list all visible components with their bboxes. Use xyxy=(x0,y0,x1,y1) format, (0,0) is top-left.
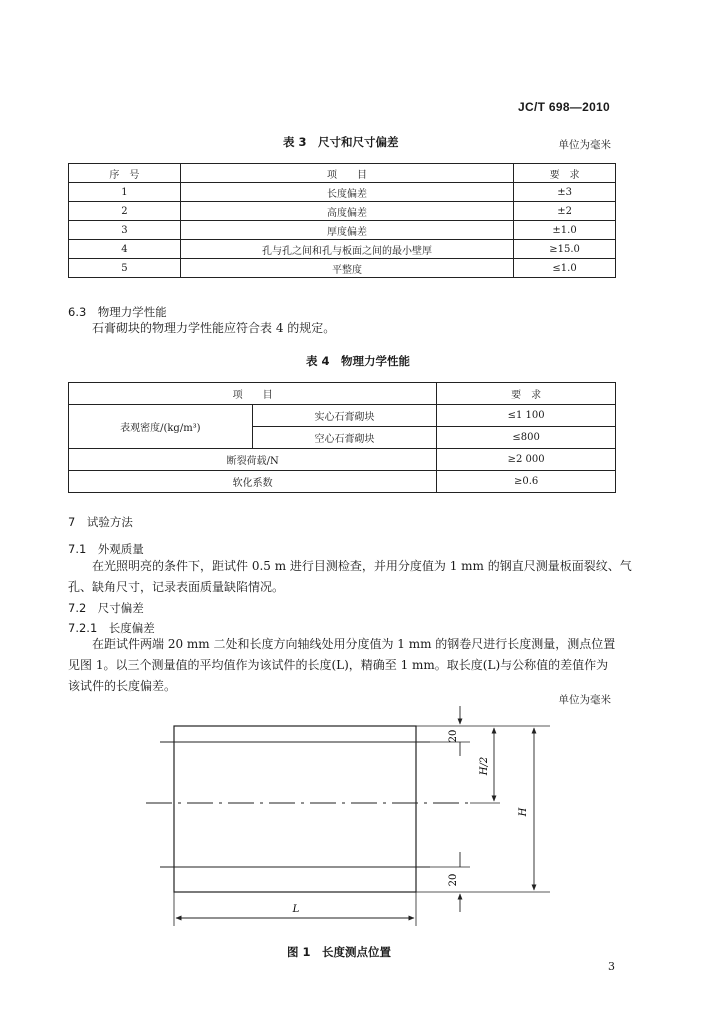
table-cell: 实心石膏砌块 xyxy=(252,405,437,427)
column-header: 项 目 xyxy=(69,383,437,405)
column-header: 要 求 xyxy=(437,383,616,405)
standard-code: JC/T 698—2010 xyxy=(518,100,610,114)
table-cell: ±3 xyxy=(514,183,616,202)
dim-half-label: H/2 xyxy=(479,756,490,776)
table-cell: 长度偏差 xyxy=(180,183,513,202)
dim-top-label: 20 xyxy=(448,729,459,743)
table-cell: 软化系数 xyxy=(69,471,437,493)
column-header: 项 目 xyxy=(180,164,513,183)
table-cell: 断裂荷载/N xyxy=(69,449,437,471)
section-7-1-text-line: 孔、缺角尺寸，记录表面质量缺陷情况。 xyxy=(68,580,285,594)
table-row xyxy=(69,183,616,202)
section-6-3-text: 石膏砌块的物理力学性能应符合表 4 的规定。 xyxy=(92,321,336,335)
page-number: 3 xyxy=(608,960,615,973)
dim-bottom-label: 20 xyxy=(448,873,459,887)
table-cell: ≤1.0 xyxy=(514,259,616,278)
table4-caption: 表 4 物理力学性能 xyxy=(306,354,411,368)
table-cell: 5 xyxy=(69,259,181,278)
figure1-unit: 单位为毫米 xyxy=(558,694,611,706)
section-7-2-1-text-line: 该试件的长度偏差。 xyxy=(68,679,177,693)
table-cell: 1 xyxy=(69,183,181,202)
table-row xyxy=(69,221,616,240)
section-7-2-1-text-line: 见图 1。以三个测量值的平均值作为该试件的长度(L)，精确至 1 mm。取长度(L)与公称值的差值作为 xyxy=(68,658,609,672)
column-header: 要 求 xyxy=(514,164,616,183)
table-row xyxy=(69,405,616,427)
section-7-2-heading: 7.2 尺寸偏差 xyxy=(68,601,144,615)
table-cell: 高度偏差 xyxy=(180,202,513,221)
table-row xyxy=(69,471,616,493)
table-row xyxy=(69,202,616,221)
table-cell: ≥15.0 xyxy=(514,240,616,259)
table-cell: ±2 xyxy=(514,202,616,221)
table3-caption: 表 3 尺寸和尺寸偏差 xyxy=(283,135,399,149)
figure1-caption: 图 1 长度测点位置 xyxy=(287,945,392,959)
table-cell: 平整度 xyxy=(180,259,513,278)
section-7-2-1-text-line: 在距试件两端 20 mm 二处和长度方向轴线处用分度值为 1 mm 的钢卷尺进行长度测量，测点位置 xyxy=(92,637,616,651)
table-cell: 空心石膏砌块 xyxy=(252,427,437,449)
table-cell: ≤800 xyxy=(437,427,616,449)
table-header-row xyxy=(69,164,616,183)
table-cell: 3 xyxy=(69,221,181,240)
section-6-3-heading: 6.3 物理力学性能 xyxy=(68,305,167,319)
table-cell: ≤1 100 xyxy=(437,405,616,427)
table-cell: 厚度偏差 xyxy=(180,221,513,240)
table3-unit: 单位为毫米 xyxy=(558,139,611,151)
table-cell: 表观密度/(kg/m³) xyxy=(69,405,253,449)
table3 xyxy=(68,163,616,278)
table-cell: ±1.0 xyxy=(514,221,616,240)
section-7-1-text-line: 在光照明亮的条件下，距试件 0.5 m 进行目测检查，并用分度值为 1 mm 的钢直尺测量板面裂纹、气 xyxy=(92,559,632,573)
table-cell: 2 xyxy=(69,202,181,221)
table4 xyxy=(68,382,616,493)
dim-height-label: H xyxy=(518,807,529,817)
table-cell: 4 xyxy=(69,240,181,259)
table-row xyxy=(69,259,616,278)
section-7-2-1-heading: 7.2.1 长度偏差 xyxy=(68,621,155,635)
column-header: 序 号 xyxy=(69,164,181,183)
table-row xyxy=(69,240,616,259)
section-7-1-heading: 7.1 外观质量 xyxy=(68,542,144,556)
figure1-diagram xyxy=(130,700,560,940)
table-row xyxy=(69,449,616,471)
table-cell: 孔与孔之间和孔与板面之间的最小壁厚 xyxy=(180,240,513,259)
table-header-row xyxy=(69,383,616,405)
section-7-heading: 7 试验方法 xyxy=(68,515,133,529)
table-cell: ≥0.6 xyxy=(437,471,616,493)
dim-length-label: L xyxy=(292,904,300,915)
table-cell: ≥2 000 xyxy=(437,449,616,471)
